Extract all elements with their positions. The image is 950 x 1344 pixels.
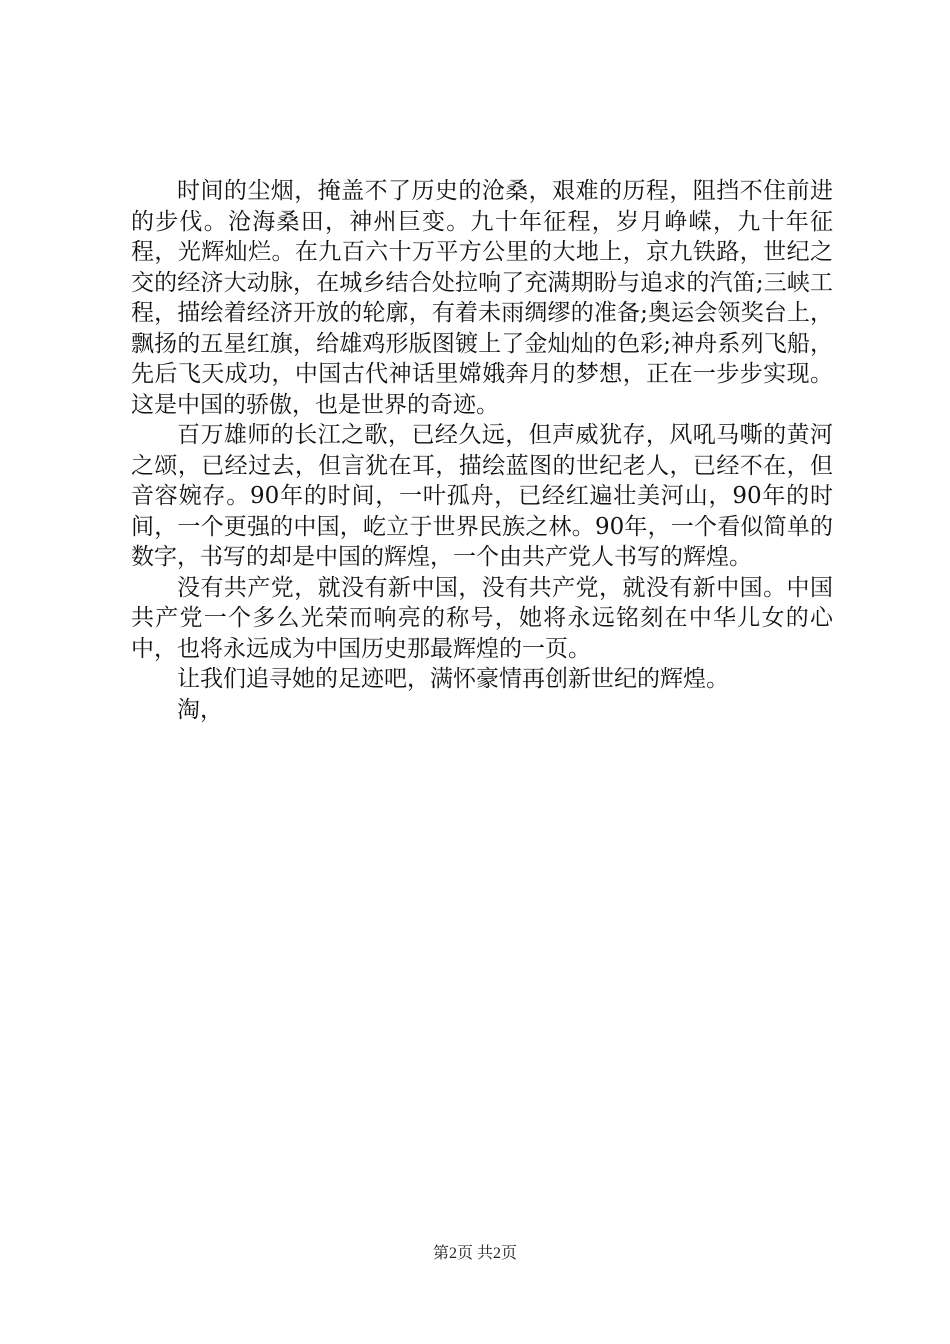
- paragraph-3: 没有共产党，就没有新中国，没有共产党，就没有新中国。中国共产党一个多么光荣而响亮的称号，她将永远铭刻在中华儿女的心中，也将永远成为中国历史那最辉煌的一页。: [131, 574, 833, 662]
- page-number-label: 第2页 共2页: [432, 1245, 517, 1262]
- paragraph-1: 时间的尘烟，掩盖不了历史的沧桑，艰难的历程，阻挡不住前进的步伐。沧海桑田，神州巨变。九十年征程，岁月峥嵘，九十年征程，光辉灿烂。在九百六十万平方公里的大地上，京九铁路，世纪之交的经济大动脉，在城乡结合处拉响了充满期盼与追求的汽笛;三峡工程，描绘着经济开放的轮廓，有着未雨绸缪的准备;奥运会领奖台上，飘扬的五星红旗，给雄鸡形版图镀上了金灿灿的色彩;神舟系列飞船，先后飞天成功，中国古代神话里嫦娥奔月的梦想，正在一步步实现。这是中国的骄傲，也是世界的奇迹。: [131, 178, 833, 418]
- document-body: [131, 176, 833, 725]
- paragraph-2: 百万雄师的长江之歌，已经久远，但声威犹存，风吼马嘶的黄河之颂，已经过去，但言犹在耳，描绘蓝图的世纪老人，已经不在，但音容婉存。90年的时间，一叶孤舟，已经红遍壮美河山，90年的时间，一个更强的中国，屹立于世界民族之林。90年，一个看似简单的数字，书写的却是中国的辉煌，一个由共产党人书写的辉煌。: [131, 422, 833, 570]
- paragraph-4: 让我们追寻她的足迹吧，满怀豪情再创新世纪的辉煌。: [177, 666, 729, 692]
- paragraph-5: 淘，: [177, 696, 223, 723]
- page-footer: [0, 1243, 950, 1265]
